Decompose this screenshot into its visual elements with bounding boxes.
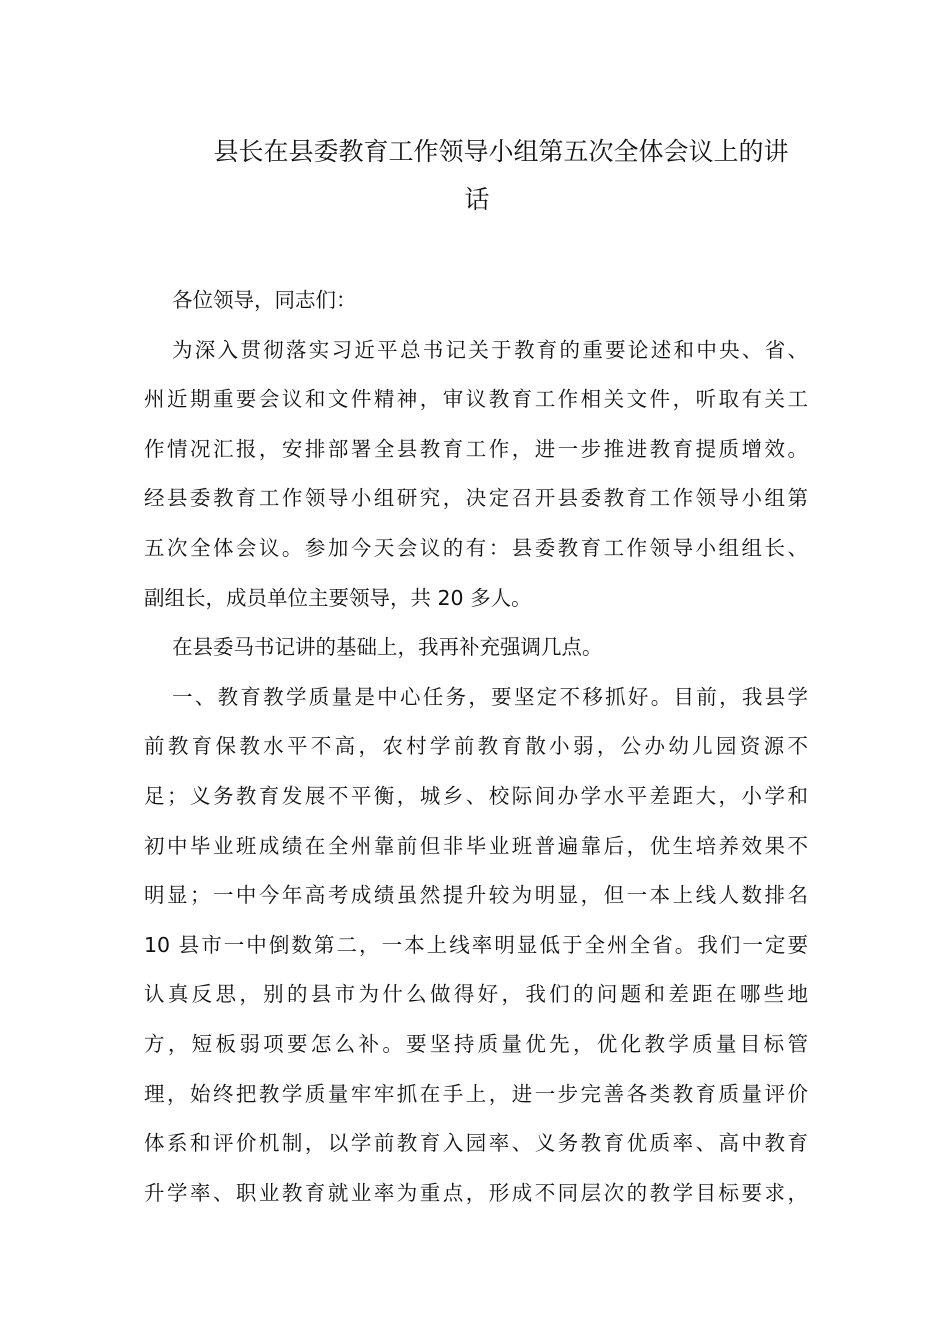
text-line: 州近期重要会议和文件精神，审议教育工作相关文件，听取有关工 bbox=[144, 387, 808, 412]
title-line-2: 话 bbox=[464, 185, 490, 214]
text-line: 认真反思，别的县市为什么做得好，我们的问题和差距在哪些地 bbox=[144, 982, 808, 1007]
text-line: 明显；一中今年高考成绩虽然提升较为明显，但一本上线人数排名 bbox=[144, 883, 808, 908]
text-line: 10 县市一中倒数第二，一本上线率明显低于全州全省。我们一定要 bbox=[144, 932, 808, 957]
document-title bbox=[150, 128, 804, 224]
text-line: 副组长，成员单位主要领导，共 20 多人。 bbox=[144, 585, 532, 610]
text-line: 初中毕业班成绩在全州靠前但非毕业班普遍靠后，优生培养效果不 bbox=[144, 833, 808, 858]
text-line: 作情况汇报，安排部署全县教育工作，进一步推进教育提质增效。 bbox=[144, 436, 808, 461]
text-line: 在县委马书记讲的基础上，我再补充强调几点。 bbox=[172, 635, 603, 660]
salutation: 各位领导，同志们： bbox=[172, 288, 357, 312]
text-line: 方，短板弱项要怎么补。要坚持质量优先，优化教学质量目标管 bbox=[144, 1031, 808, 1056]
text-line: 为深入贯彻落实习近平总书记关于教育的重要论述和中央、省、 bbox=[172, 337, 808, 362]
text-line: 五次全体会议。参加今天会议的有：县委教育工作领导小组组长、 bbox=[144, 535, 808, 560]
text-line: 体系和评价机制，以学前教育入园率、义务教育优质率、高中教育 bbox=[144, 1131, 808, 1156]
text-line: 理，始终把教学质量牢牢抓在手上，进一步完善各类教育质量评价 bbox=[144, 1081, 808, 1106]
title-line-1: 县长在县委教育工作领导小组第五次全体会议上的讲 bbox=[213, 137, 789, 166]
text-line: 前教育保教水平不高，农村学前教育散小弱，公办幼儿园资源不 bbox=[144, 734, 808, 759]
text-line: 足；义务教育发展不平衡，城乡、校际间办学水平差距大，小学和 bbox=[144, 783, 808, 808]
text-line: 升学率、职业教育就业率为重点，形成不同层次的教学目标要求， bbox=[144, 1180, 808, 1205]
section-heading-line: 一、教育教学质量是中心任务，要坚定不移抓好。目前，我县学 bbox=[172, 684, 808, 709]
text-line: 经县委教育工作领导小组研究，决定召开县委教育工作领导小组第 bbox=[144, 486, 808, 511]
document-body bbox=[144, 276, 808, 1218]
